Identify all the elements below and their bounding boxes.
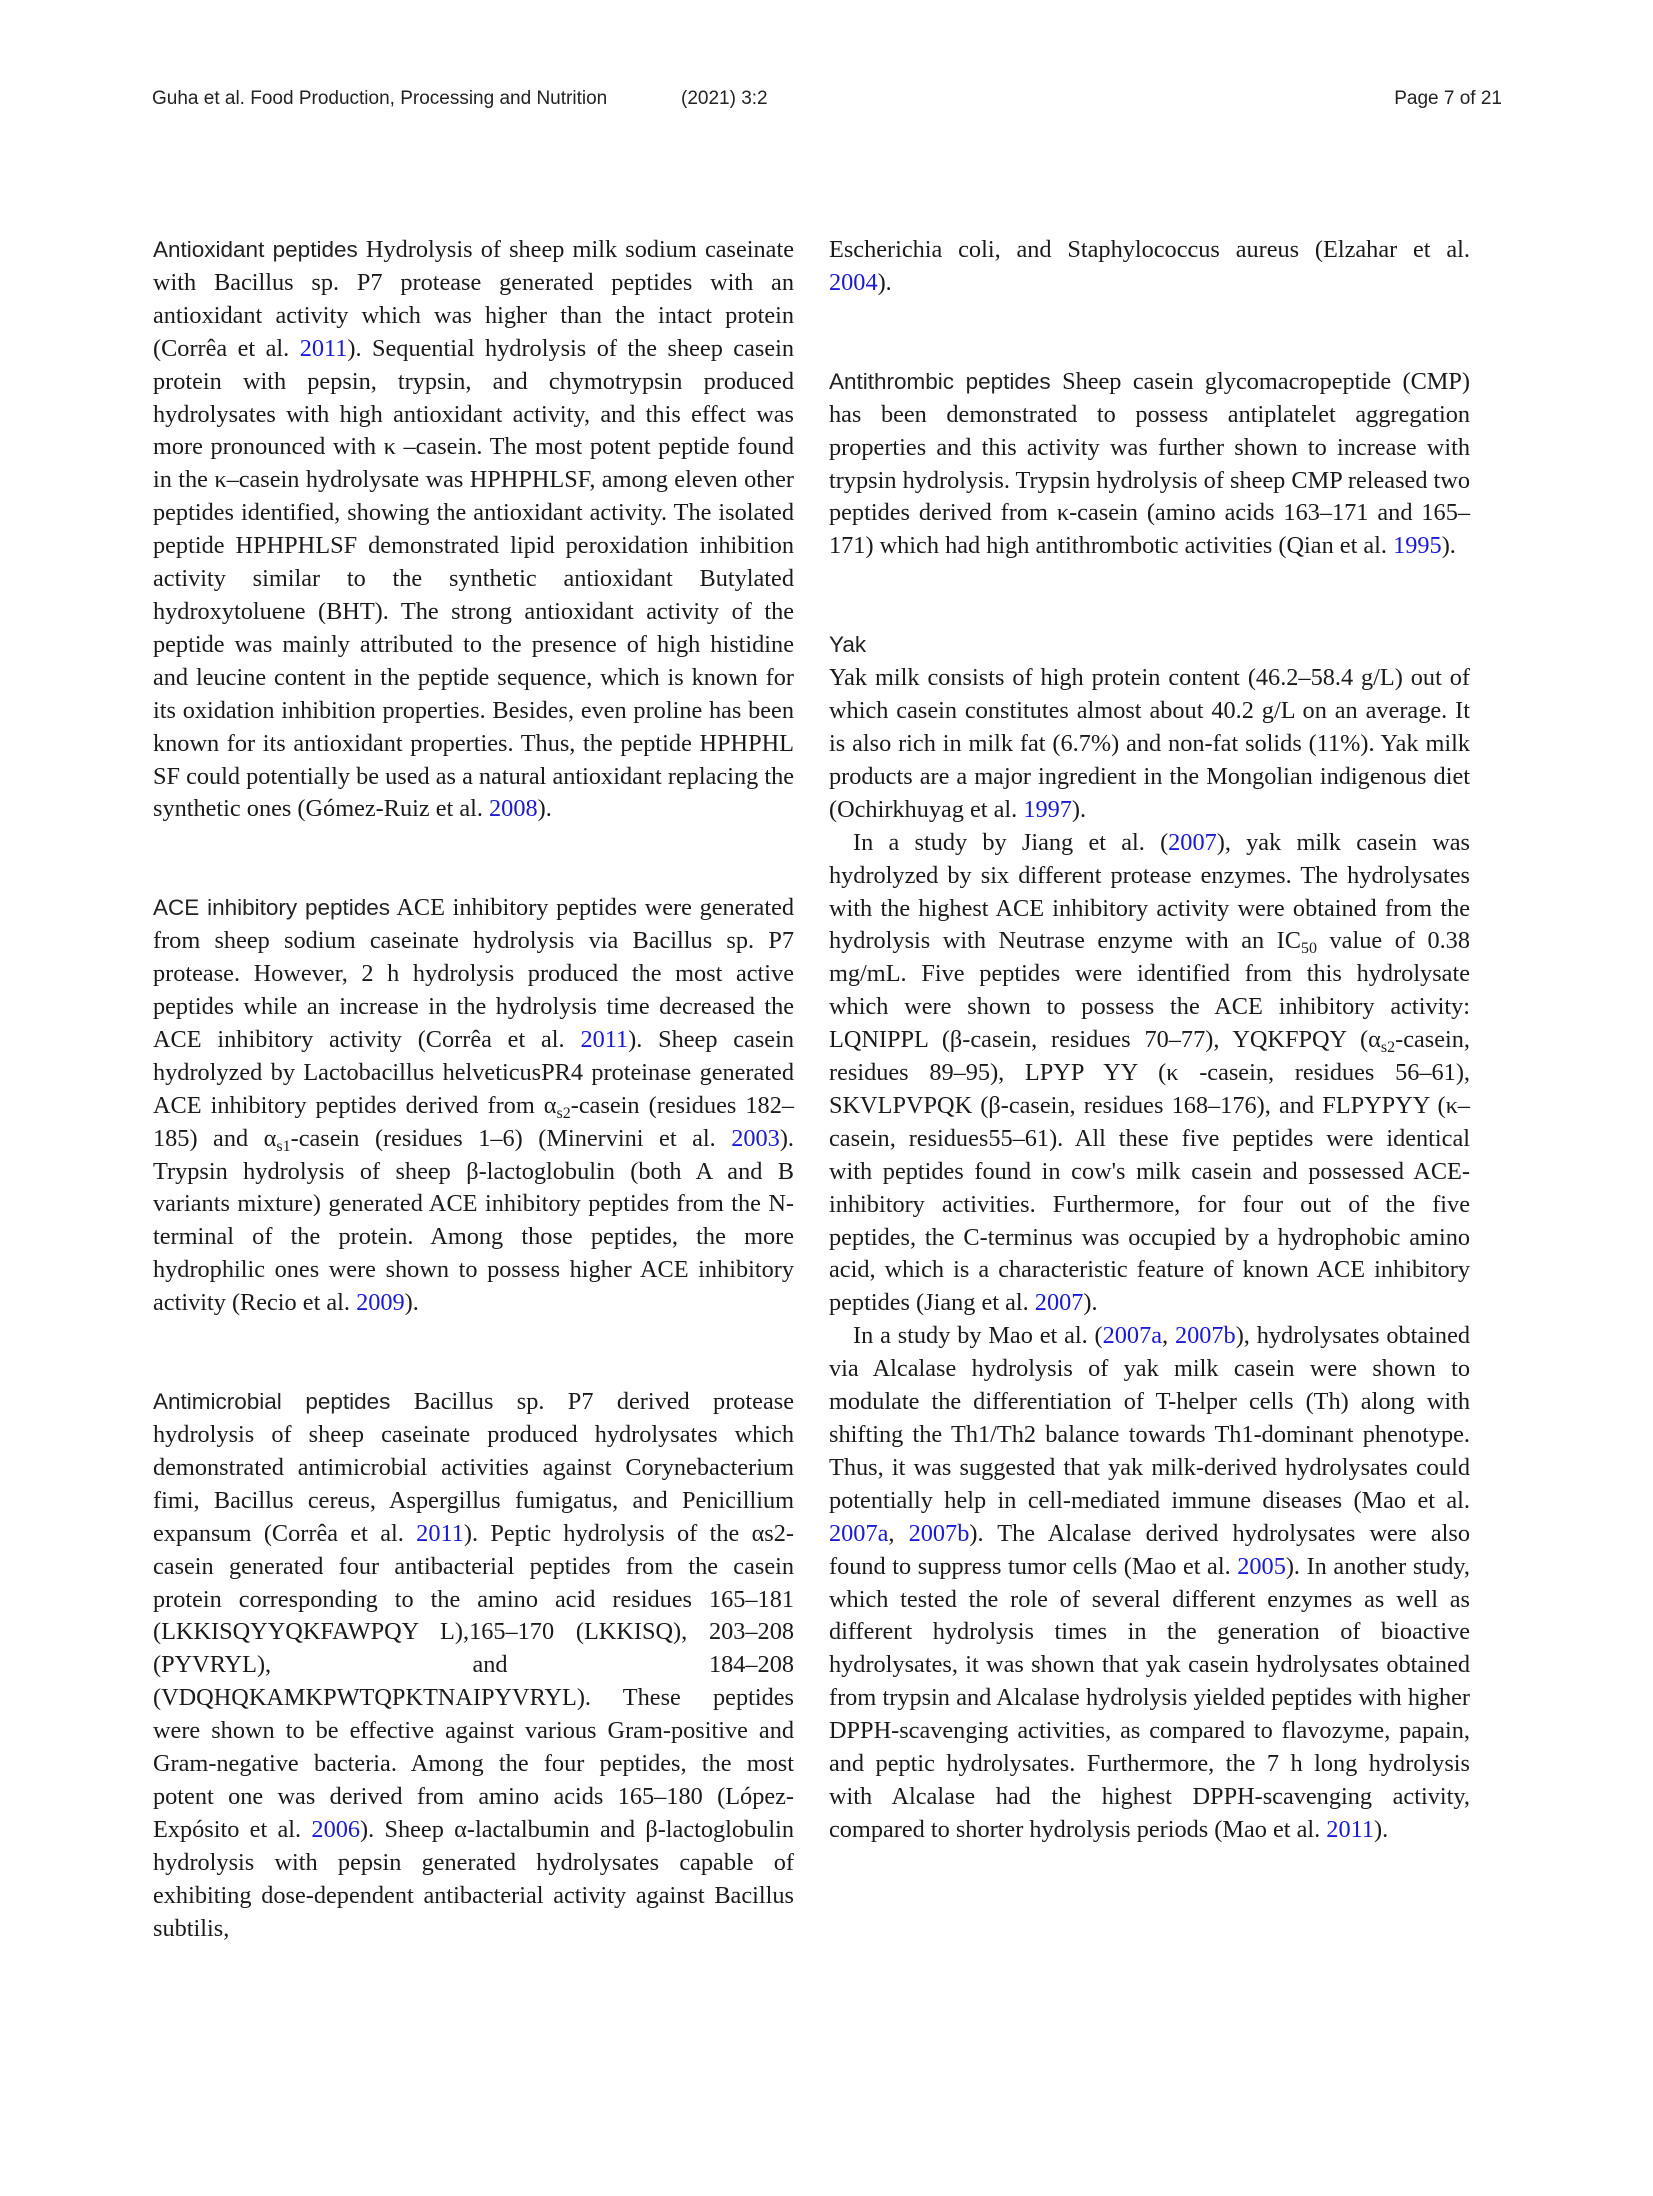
citation-link[interactable]: 2007a [829,1519,889,1547]
citation-link[interactable]: 2005 [1237,1552,1286,1580]
antimicrobial-paragraph [153,1386,794,1945]
continued-paragraph [829,234,1470,300]
citation-link[interactable]: 2008 [489,795,538,823]
yak-paragraph-3 [829,1320,1470,1847]
ace-heading: ACE inhibitory peptides [153,895,391,921]
citation-link[interactable]: 2006 [311,1815,361,1843]
text: ). [1374,1815,1389,1843]
year-volume: (2021) 3:2 [681,88,768,109]
text: Hydrolysis of sheep milk sodium caseinate with Bacillus sp. P7 protease generated peptides with an antioxidant activity which was higher than the intact protein (Corrêa et al. [153,236,794,362]
text: ). [877,268,892,296]
text: In a study by Jiang et al. ( [853,828,1169,856]
text: ACE inhibitory peptides were generated from sheep sodium caseinate hydrolysis via Bacillus sp. P7 protease. However, 2 h hydrolysis produced the most active peptides while an increase in the hydrolysis time decreased the ACE inhibitory activity (Corrêa et al. [153,894,794,1053]
yak-heading: Yak [829,632,867,658]
text: ). In another study, which tested the role of several different enzymes as well as different hydrolysis times in the generation of bioactive hydrolysates, it was shown that yak casein hydrolysates obtained from trypsin and Alcalase hydrolysis yielded peptides with higher DPPH-scavenging activities, as compared to flavozyme, papain, and peptic hydrolysates. Furthermore, the 7 h long hydrolysis with Alcalase had the highest DPPH-scavenging activity, compared to shorter hydrolysis periods (Mao et al. [829,1552,1470,1843]
text: ). Sheep casein hydrolyzed by Lactobacillus helveticusPR4 proteinase generated ACE inhibitory peptides derived from α [153,1025,794,1119]
citation-link[interactable]: 1995 [1393,532,1442,560]
text: value of 0.38 mg/mL. Five peptides were identified from this hydrolysate which were shown to possess the ACE inhibitory activity: LQNIPPL (β-casein, residues 70–77), YQKFPQY (α [829,927,1470,1054]
citation-link[interactable]: 2007 [1034,1289,1084,1317]
antithrombic-heading: Antithrombic peptides [829,368,1051,394]
citation-link[interactable]: 2009 [356,1289,405,1317]
text: Sheep casein glycomacropeptide (CMP) has been demonstrated to possess antiplatelet aggregation properties and this activity was further shown to increase with trypsin hydrolysis. Trypsin hydrolysis of sheep CMP released two peptides derived from κ-casein (amino acids 163–171 and 165–171) which had high antithrombotic activities (Qian et al. [829,367,1470,560]
citation-link[interactable]: 2011 [1326,1815,1374,1843]
text: ), hydrolysates obtained via Alcalase hydrolysis of yak milk casein were shown to modulate the differentiation of T-helper cells (Th) along with shifting the Th1/Th2 balance towards Th1-dominant phenotype. Thus, it was suggested that yak milk-derived hydrolysates could potentially help in cell-mediated immune diseases (Mao et al. [829,1322,1471,1514]
right-column [829,234,1470,1847]
text: ). [1441,532,1456,560]
citation-link[interactable]: 2011 [416,1519,464,1547]
citation-link[interactable]: 2004 [829,268,878,296]
text: ). Sheep α-lactalbumin and β-lactoglobulin hydrolysis with pepsin generated hydrolysates capable of exhibiting dose-dependent antibacterial activity against Bacillus subtilis, [153,1815,794,1942]
subscript: s2 [1380,1038,1396,1056]
yak-paragraph-1 [829,662,1470,827]
left-column [153,234,794,1946]
text: Yak milk consists of high protein content (46.2–58.4 g/L) out of which casein constitutes almost about 40.2 g/L on an average. It is also rich in milk fat (6.7%) and non-fat solids (11%). Yak milk products are a major ingredient in the Mongolian indigenous diet (Ochirkhuyag et al. [829,664,1470,823]
citation-link[interactable]: 1997 [1023,795,1072,823]
text: -casein (residues 182–185) and α [153,1091,795,1152]
antithrombic-paragraph [829,366,1470,563]
antioxidant-paragraph [153,234,794,826]
text: ). [537,795,552,823]
text: ). [1071,795,1087,823]
citation-link[interactable]: 2007a [1102,1322,1163,1350]
subscript: s2 [556,1104,571,1122]
text: In a study by Mao et al. ( [853,1322,1103,1350]
text: ), yak milk casein was hydrolyzed by six different protease enzymes. The hydrolysates with the highest ACE inhibitory activity were obtained from the hydrolysis with Neutrase enzyme with an IC [829,828,1470,955]
text: , [1162,1322,1175,1350]
text: ). Sequential hydrolysis of the sheep casein protein with pepsin, trypsin, and chymotrypsin produced hydrolysates with high antioxidant activity, and this effect was more pronounced with κ –casein. The most potent peptide found in the κ–casein hydrolysate was HPHPHLSF, among eleven other peptides identified, showing the antioxidant activity. The isolated peptide HPHPHLSF demonstrated lipid peroxidation inhibition activity similar to the synthetic antioxidant Butylated hydroxytoluene (BHT). The strong antioxidant activity of the peptide was mainly attributed to the presence of high histidine and leucine content in the peptide sequence, which is known for its oxidation inhibition properties. Besides, even proline has been known for its antioxidant properties. Thus, the peptide HPHPHL SF could potentially be used as a natural antioxidant replacing the synthetic ones (Gómez-Ruiz et al. [153,334,794,823]
citation-link[interactable]: 2011 [299,334,348,362]
text: -casein, residues 89–95), LPYP YY (κ -casein, residues 56–61), SKVLPVPQK (β-casein, residues 168–176), and FLPYPYY (κ–casein, residues55–61). All these five peptides were identical with peptides found in cow's milk casein and possessed ACE-inhibitory activities. Furthermore, for four out of the five peptides, the C-terminus was occupied by a hydrophobic amino acid, which is a characteristic feature of known ACE inhibitory peptides (Jiang et al. [829,1026,1470,1317]
text: ). [1083,1289,1098,1317]
text: ). [404,1289,419,1317]
citation-link[interactable]: 2007b [908,1519,970,1547]
text: Escherichia coli, and Staphylococcus aureus (Elzahar et al. [829,236,1470,263]
citation-link[interactable]: 2007 [1168,828,1217,856]
yak-paragraph-2 [829,827,1470,1321]
citation-link[interactable]: 2003 [731,1124,780,1152]
citation-link[interactable]: 2007b [1174,1322,1236,1350]
citation-link[interactable]: 2011 [580,1025,629,1053]
subscript: s1 [276,1137,291,1155]
page-number: Page 7 of 21 [1394,88,1502,109]
ace-paragraph [153,892,794,1320]
antioxidant-heading: Antioxidant peptides [153,237,358,262]
text: ). Trypsin hydrolysis of sheep β-lactoglobulin (both A and B variants mixture) generated ACE inhibitory peptides from the N-terminal of the protein. Among those peptides, the more hydrophilic ones were shown to possess higher ACE inhibitory activity (Recio et al. [153,1124,794,1317]
text: Bacillus sp. P7 derived protease hydrolysis of sheep caseinate produced hydrolysates which demonstrated antimicrobial activities against Corynebacterium fimi, Bacillus cereus, Aspergillus fumigatus, and Penicillium expansum (Corrêa et al. [153,1388,794,1547]
subscript: 50 [1300,940,1317,958]
text: ). Peptic hydrolysis of the αs2-casein generated four antibacterial peptides from the casein protein corresponding to the amino acid residues 165–181 (LKKISQYYQKFAWPQY L),165–170 (LKKISQ), 203–208 (PYVRYL), and 184–208 (VDQHQKAMKPWTQPKTNAIPYVRYL). These peptides were shown to be effective against various Gram-positive and Gram-negative bacteria. Among the four peptides, the most potent one was derived from amino acids 165–180 (López-Expósito et al. [153,1519,795,1843]
antimicrobial-heading: Antimicrobial peptides [153,1389,391,1415]
journal-header: Guha et al. Food Production, Processing and Nutrition [152,88,608,109]
text: -casein (residues 1–6) (Minervini et al. [290,1124,732,1152]
text: , [888,1519,909,1547]
text: ). The Alcalase derived hydrolysates were also found to suppress tumor cells (Mao et al. [829,1519,1470,1580]
